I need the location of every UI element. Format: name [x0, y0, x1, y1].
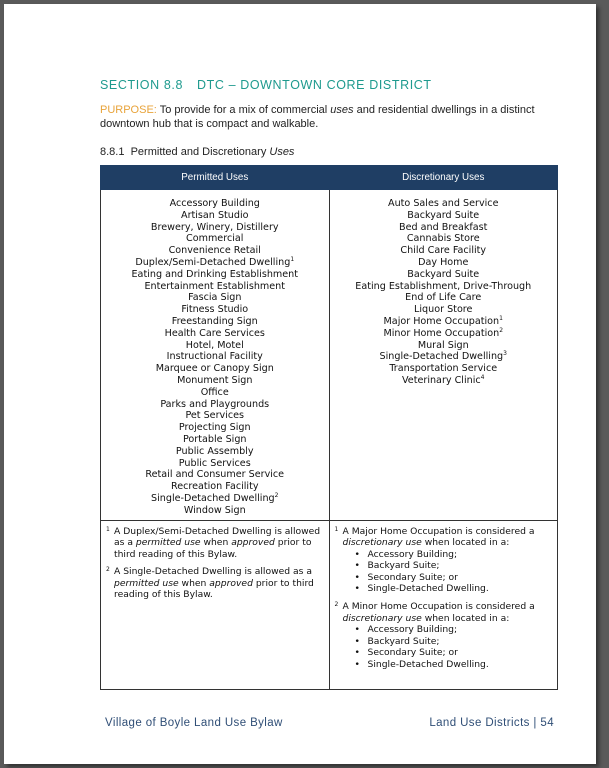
list-item: Window Sign — [183, 504, 246, 516]
list-item: Monument Sign — [177, 374, 253, 386]
list-item: • Single-Detached Dwelling. — [355, 659, 554, 671]
footnote-list — [343, 624, 554, 670]
footnote-italic: permitted use — [135, 537, 201, 549]
list-item: Eating and Drinking Establishment — [131, 268, 298, 280]
list-item: Child Care Facility — [400, 245, 487, 257]
footnote — [106, 526, 325, 561]
discretionary-notes — [330, 521, 558, 689]
list-item: Liquor Store — [414, 304, 473, 316]
permitted-uses-list — [101, 190, 329, 520]
permitted-notes — [101, 521, 329, 620]
discretionary-notes-cell — [329, 520, 558, 689]
subsection-title-italic: Uses — [269, 146, 295, 158]
list-item: Freestanding Sign — [171, 315, 258, 327]
list-item: Brewery, Winery, Distillery — [150, 221, 279, 233]
footnote-number: 1 — [334, 525, 339, 533]
list-item: Pet Services — [185, 410, 245, 422]
footnote-text: prior to third reading of this Bylaw. — [114, 537, 312, 560]
section-title: DTC – DOWNTOWN CORE DISTRICT — [197, 78, 432, 92]
footnote-italic: approved — [231, 537, 275, 549]
table-row — [101, 190, 558, 521]
footnote-marker: 2 — [499, 326, 504, 334]
footnote-text: A Minor Home Occupation is considered a — [342, 601, 535, 613]
footer-document-title: Village of Boyle Land Use Bylaw — [105, 717, 283, 729]
list-item-text: Single-Detached Dwelling — [151, 492, 275, 504]
footnote-number: 2 — [334, 601, 339, 609]
list-item: Projecting Sign — [178, 422, 251, 434]
list-item: Retail and Consumer Service — [145, 469, 285, 481]
footnote-text: A Major Home Occupation is considered a — [342, 525, 535, 537]
list-item: Cannabis Store — [406, 233, 480, 245]
purpose-text-1: To provide for a mix of commercial — [156, 104, 331, 116]
list-item-text: Veterinary Clinic — [401, 374, 481, 386]
list-item — [330, 351, 558, 363]
list-item: Recreation Facility — [170, 481, 259, 493]
permitted-uses-cell — [101, 190, 330, 521]
footnote-number: 1 — [106, 525, 110, 533]
footnote-text: prior to third reading of this Bylaw. — [114, 577, 314, 601]
list-item: Backyard Suite — [407, 209, 480, 221]
footnote-italic: permitted use — [114, 577, 179, 589]
footnote-text: when located in a: — [421, 612, 510, 624]
list-item: Auto Sales and Service — [388, 198, 499, 209]
subsection-heading — [100, 146, 294, 158]
table-header-row — [101, 166, 558, 190]
permitted-uses-header: Permitted Uses — [101, 166, 330, 190]
footnote-italic: discretionary use — [342, 537, 422, 549]
purpose-text-2: and residential dwellings in a distinct downtown hub that is compact and walkable. — [100, 104, 535, 130]
subsection-title: Permitted and Discretionary — [130, 146, 270, 158]
list-item-text: Minor Home Occupation — [383, 327, 500, 339]
list-item — [101, 257, 329, 269]
list-item — [330, 375, 558, 387]
footnote-italic: discretionary use — [342, 612, 422, 624]
list-item: Convenience Retail — [168, 245, 261, 257]
list-item — [330, 316, 558, 328]
list-item: Office — [200, 386, 229, 398]
list-item — [330, 328, 558, 340]
list-item: Public Services — [178, 457, 251, 469]
list-item: Eating Establishment, Drive-Through — [355, 280, 532, 292]
purpose-label: PURPOSE: — [100, 104, 157, 116]
list-item: End of Life Care — [405, 292, 482, 304]
footnote-text: A Single-Detached Dwelling is allowed as a — [114, 566, 312, 578]
list-item: • Backyard Suite; — [355, 636, 554, 648]
list-item: • Secondary Suite; or — [355, 647, 554, 659]
list-item: Backyard Suite — [407, 268, 480, 280]
footnote — [106, 566, 325, 601]
list-item: Health Care Services — [164, 327, 265, 339]
footnote — [335, 601, 554, 671]
footnote-text: A Duplex/Semi-Detached Dwelling is allowed as a — [114, 525, 321, 549]
list-item: Fascia Sign — [188, 292, 242, 304]
list-item — [101, 493, 329, 505]
footnote — [335, 526, 554, 596]
list-item: Entertainment Establishment — [144, 280, 286, 292]
list-item: Public Assembly — [175, 445, 254, 457]
list-item-text: Single-Detached Dwelling — [379, 351, 504, 363]
section-number: SECTION 8.8 — [100, 78, 184, 92]
subsection-number: 8.8.1 — [100, 146, 125, 158]
document-page — [4, 4, 596, 764]
list-item: Parks and Playgrounds — [160, 398, 270, 410]
list-item: • Accessory Building; — [355, 624, 554, 636]
purpose-text-italic: uses — [330, 104, 354, 116]
list-item: Marquee or Canopy Sign — [155, 363, 274, 375]
list-item: Instructional Facility — [166, 351, 263, 363]
list-item: • Backyard Suite; — [355, 560, 554, 572]
list-item: Portable Sign — [182, 433, 247, 445]
footnote-marker: 1 — [499, 314, 503, 322]
discretionary-uses-list — [330, 190, 558, 390]
list-item: Commercial — [186, 233, 244, 245]
section-heading — [100, 78, 432, 92]
list-item: Transportation Service — [389, 363, 498, 375]
footnote-text: when — [178, 577, 210, 589]
list-item-text: Major Home Occupation — [383, 315, 500, 327]
footnote-italic: approved — [209, 577, 253, 589]
permitted-notes-cell — [101, 520, 330, 689]
list-item: Hotel, Motel — [185, 339, 244, 351]
list-item: • Accessory Building; — [355, 549, 554, 561]
discretionary-uses-header: Discretionary Uses — [329, 166, 558, 190]
list-item: • Secondary Suite; or — [355, 572, 554, 584]
footnote-number: 2 — [106, 566, 110, 574]
list-item: • Single-Detached Dwelling. — [355, 583, 554, 595]
discretionary-uses-cell — [329, 190, 558, 521]
footnote-marker: 2 — [274, 491, 279, 499]
footnote-marker: 1 — [290, 255, 295, 263]
footnote-text: when located in a: — [421, 537, 510, 549]
footnote-marker: 4 — [480, 373, 485, 381]
uses-table — [100, 165, 558, 690]
footnote-text: when — [200, 537, 232, 549]
footnote-list — [343, 549, 554, 595]
list-item: Fitness Studio — [181, 304, 249, 316]
purpose-statement — [100, 103, 560, 131]
list-item: Day Home — [418, 256, 469, 268]
footnote-marker: 3 — [503, 350, 507, 358]
list-item: Mural Sign — [417, 339, 469, 351]
footer-page-info: Land Use Districts | 54 — [429, 717, 554, 729]
table-notes-row — [101, 520, 558, 689]
list-item: Accessory Building — [169, 198, 260, 209]
list-item-text: Duplex/Semi-Detached Dwelling — [135, 256, 291, 268]
list-item: Bed and Breakfast — [399, 221, 488, 233]
list-item: Artisan Studio — [181, 209, 249, 221]
